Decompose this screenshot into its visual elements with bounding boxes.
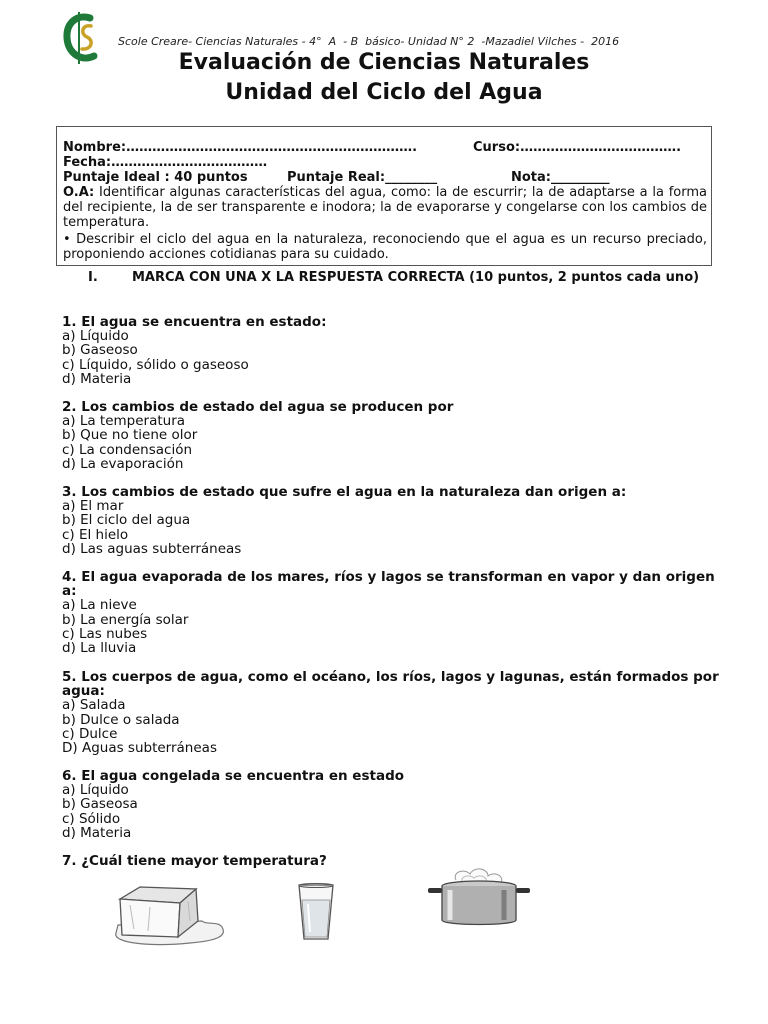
- page-title: Evaluación de Ciencias Naturales: [178, 50, 590, 75]
- answer-option[interactable]: c) La condensación: [62, 441, 193, 458]
- name-field[interactable]: Nombre:………………………………………………………….: [63, 140, 418, 155]
- question-6: [62, 769, 722, 840]
- question-title: 2. Los cambios de estado del agua se producen por: [62, 399, 454, 415]
- answer-option[interactable]: d) Materia: [62, 370, 132, 387]
- question-2: [62, 400, 722, 471]
- question-title: 6. El agua congelada se encuentra en estado: [62, 768, 405, 784]
- name-course-row: [63, 140, 707, 155]
- answer-option[interactable]: c) Dulce: [62, 725, 118, 742]
- oa-label: O.A:: [63, 185, 95, 200]
- school-header-line: Scole Creare- Ciencias Naturales - 4° A - B básico- Unidad N° 2 -Mazadiel Vilches - 2016: [118, 35, 620, 48]
- answer-option[interactable]: a) Salada: [62, 697, 126, 714]
- score-row: [63, 170, 707, 185]
- section-instructions: MARCA CON UNA X LA RESPUESTA CORRECTA (10 puntos, 2 puntos cada uno): [132, 270, 700, 285]
- answer-option[interactable]: a) Líquido: [62, 782, 129, 799]
- answer-option[interactable]: d) La lluvia: [62, 640, 137, 657]
- course-field[interactable]: Curso:……………………………….: [473, 140, 682, 155]
- student-info-box: [56, 126, 712, 266]
- answer-option[interactable]: b) El ciclo del agua: [62, 512, 191, 529]
- oa-text: Identificar algunas características del agua, como: la de escurrir; la de adaptarse a la forma del recipiente, la de ser transparente e inodora; la de evaporarse y congelarse con los cambios de temperatura.: [63, 185, 707, 230]
- boiling-pot-icon[interactable]: [424, 864, 534, 928]
- page-subtitle: Unidad del Ciclo del Agua: [225, 80, 543, 105]
- question-7-images: [0, 876, 768, 946]
- question-4: [62, 570, 722, 655]
- ideal-score: Puntaje Ideal : 40 puntos: [63, 170, 248, 185]
- learning-objective-bullet: • Describir el ciclo del agua en la naturaleza, reconociendo que el agua es un recurso preciado, proponiendo acciones cotidianas para su cuidado.: [63, 232, 707, 262]
- question-title: 4. El agua evaporada de los mares, ríos y lagos se transforman en vapor y dan origen a:: [62, 569, 715, 600]
- grade-field[interactable]: Nota:_________: [511, 170, 610, 185]
- question-title: 1. El agua se encuentra en estado:: [62, 314, 327, 330]
- answer-option[interactable]: c) El hielo: [62, 526, 129, 543]
- date-row: [63, 155, 707, 170]
- question-title: 5. Los cuerpos de agua, como el océano, los ríos, lagos y lagunas, están formados por agua:: [62, 669, 719, 700]
- answer-option[interactable]: d) La evaporación: [62, 455, 184, 472]
- real-score-field[interactable]: Puntaje Real:________: [287, 170, 438, 185]
- answer-option[interactable]: c) Las nubes: [62, 625, 148, 642]
- question-5: [62, 670, 722, 755]
- answer-option[interactable]: D) Aguas subterráneas: [62, 740, 217, 757]
- question-title: 3. Los cambios de estado que sufre el agua en la naturaleza dan origen a:: [62, 484, 627, 500]
- answer-option[interactable]: b) Gaseosa: [62, 796, 138, 813]
- ice-cube-icon[interactable]: [110, 881, 230, 951]
- answer-option[interactable]: d) Materia: [62, 824, 132, 841]
- learning-objective: [63, 185, 707, 230]
- answer-option[interactable]: a) El mar: [62, 498, 124, 515]
- answer-option[interactable]: a) Líquido: [62, 328, 129, 345]
- question-title: 7. ¿Cuál tiene mayor temperatura?: [62, 853, 327, 869]
- answer-option[interactable]: a) La temperatura: [62, 413, 186, 430]
- answer-option[interactable]: c) Sólido: [62, 810, 121, 827]
- section-number: I.: [88, 270, 98, 285]
- question-1: [62, 315, 722, 386]
- question-7: [62, 854, 722, 868]
- answer-option[interactable]: b) Que no tiene olor: [62, 427, 198, 444]
- date-field[interactable]: Fecha:………………………………: [63, 155, 268, 170]
- glass-of-water-icon[interactable]: [296, 882, 336, 942]
- answer-option[interactable]: b) Dulce o salada: [62, 711, 180, 728]
- answer-option[interactable]: d) Las aguas subterráneas: [62, 540, 242, 557]
- section-heading: [88, 270, 708, 285]
- answer-option[interactable]: a) La nieve: [62, 597, 137, 614]
- answer-option[interactable]: b) La energía solar: [62, 611, 189, 628]
- question-3: [62, 485, 722, 556]
- answer-option[interactable]: c) Líquido, sólido o gaseoso: [62, 356, 249, 373]
- answer-option[interactable]: b) Gaseoso: [62, 342, 138, 359]
